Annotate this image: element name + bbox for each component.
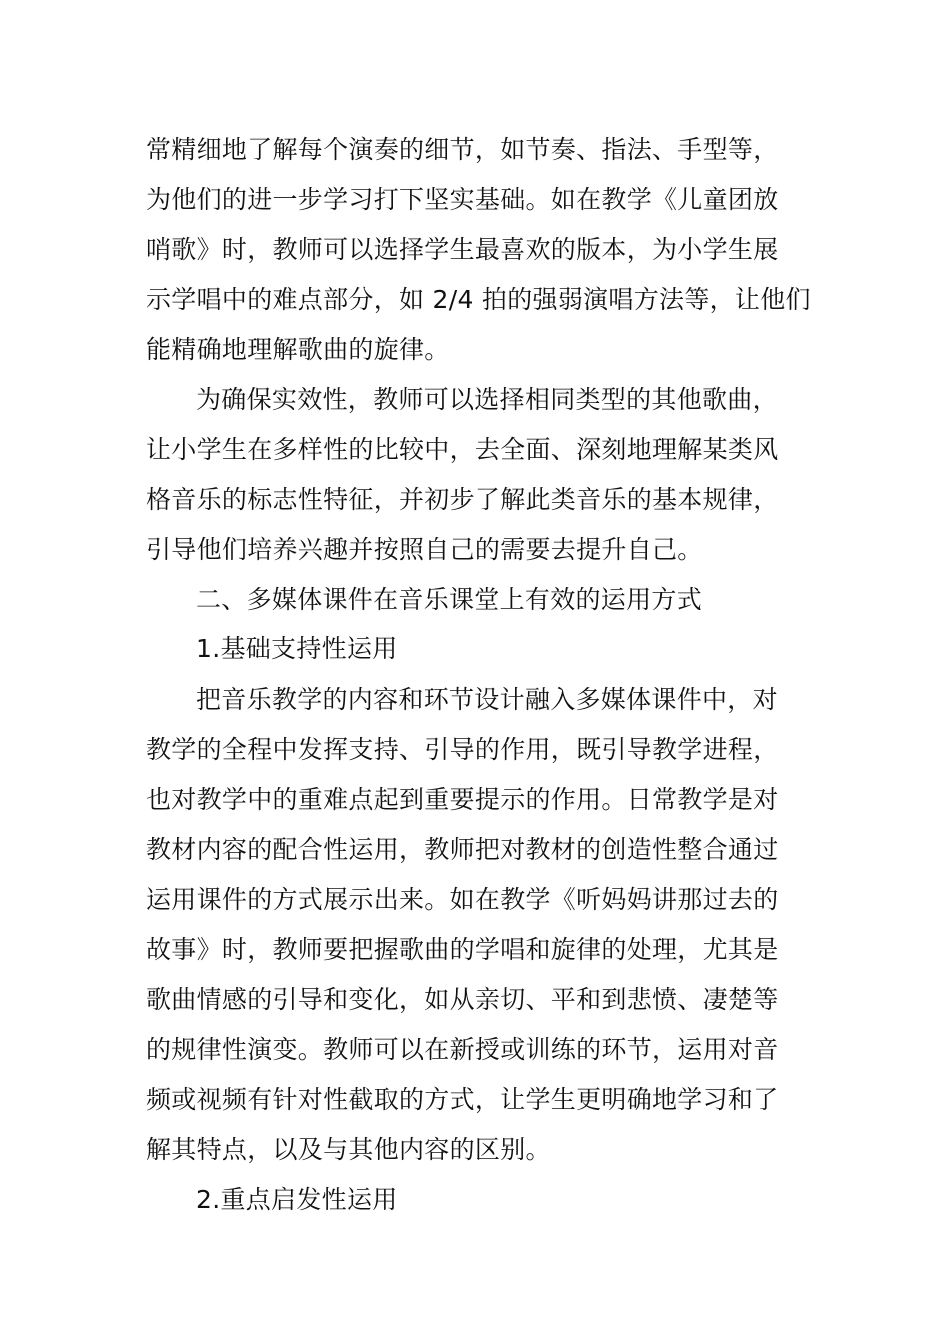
paragraph-line: 也对教学中的重难点起到重要提示的作用。日常教学是对 xyxy=(146,785,779,814)
paragraph-line: 哨歌》时，教师可以选择学生最喜欢的版本，为小学生展 xyxy=(146,235,779,264)
paragraph-line: 常精细地了解每个演奏的细节，如节奏、指法、手型等， xyxy=(146,135,779,164)
paragraph-line: 把音乐教学的内容和环节设计融入多媒体课件中，对 xyxy=(196,685,778,714)
subsection-heading: 1.基础支持性运用 xyxy=(196,634,398,663)
paragraph-line: 引导他们培养兴趣并按照自己的需要去提升自己。 xyxy=(146,535,703,564)
paragraph-line: 频或视频有针对性截取的方式，让学生更明确地学习和了 xyxy=(146,1085,779,1114)
paragraph-line: 的规律性演变。教师可以在新授或训练的环节，运用对音 xyxy=(146,1035,779,1064)
paragraph-line: 运用课件的方式展示出来。如在教学《听妈妈讲那过去的 xyxy=(146,885,779,914)
section-heading: 二、多媒体课件在音乐课堂上有效的运用方式 xyxy=(196,585,703,614)
paragraph-line: 示学唱中的难点部分，如 2/4 拍的强弱演唱方法等，让他们 xyxy=(146,285,811,314)
paragraph-line: 能精确地理解歌曲的旋律。 xyxy=(146,335,450,364)
subsection-heading: 2.重点启发性运用 xyxy=(196,1185,398,1214)
paragraph-line: 为确保实效性，教师可以选择相同类型的其他歌曲， xyxy=(196,385,778,414)
paragraph-line: 教学的全程中发挥支持、引导的作用，既引导教学进程， xyxy=(146,735,779,764)
paragraph-line: 为他们的进一步学习打下坚实基础。如在教学《儿童团放 xyxy=(146,185,779,214)
paragraph-line: 故事》时，教师要把握歌曲的学唱和旋律的处理，尤其是 xyxy=(146,935,779,964)
paragraph-line: 歌曲情感的引导和变化，如从亲切、平和到悲愤、凄楚等 xyxy=(146,985,779,1014)
paragraph-line: 教材内容的配合性运用，教师把对教材的创造性整合通过 xyxy=(146,835,779,864)
paragraph-line: 格音乐的标志性特征，并初步了解此类音乐的基本规律， xyxy=(146,485,779,514)
paragraph-line: 解其特点，以及与其他内容的区别。 xyxy=(146,1135,551,1164)
paragraph-line: 让小学生在多样性的比较中，去全面、深刻地理解某类风 xyxy=(146,435,779,464)
